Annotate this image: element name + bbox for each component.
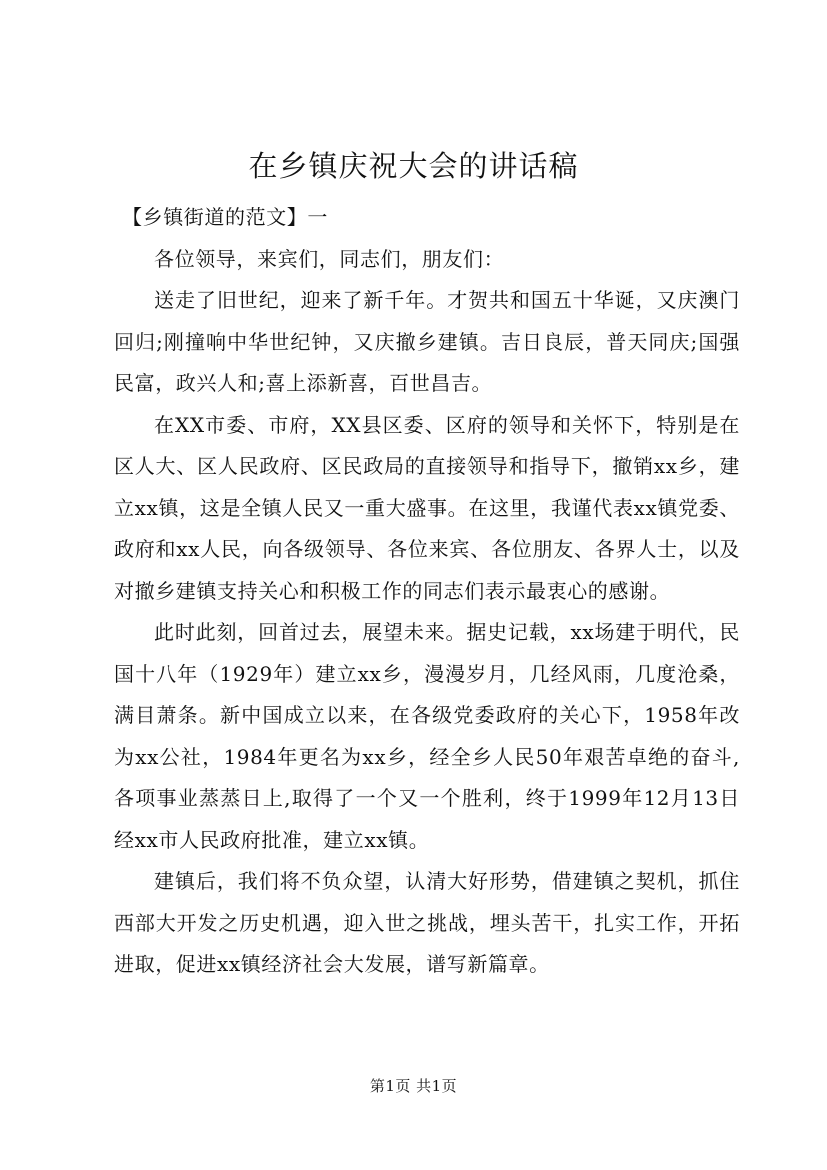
section-heading: 【乡镇街道的范文】一: [122, 205, 328, 229]
document-body: [114, 197, 740, 986]
body-paragraph: 此时此刻，回首过去，展望未来。据史记载，xx场建于明代，民国十八年（1929年）建立xx乡，漫漫岁月，几经风雨，几度沧桑，满目萧条。新中国成立以来，在各级党委政府的关心下，1958年改为xx公社，1984年更名为xx乡，经全乡人民50年艰苦卓绝的奋斗,各项事业蒸蒸日上,取得了一个又一个胜利，终于1999年12月13日经xx市人民政府批准，建立xx镇。: [114, 620, 740, 852]
document-title: 在乡镇庆祝大会的讲话稿: [248, 149, 579, 183]
page-number-footer: 第1页 共1页: [369, 1077, 458, 1095]
body-paragraph: 在XX市委、市府，XX县区委、区府的领导和关怀下，特别是在区人大、区人民政府、区民政局的直接领导和指导下，撤销xx乡，建立xx镇，这是全镇人民又一重大盛事。在这里，我谨代表xx镇党委、政府和xx人民，向各级领导、各位来宾、各位朋友、各界人士，以及对撤乡建镇支持关心和积极工作的同志们表示最衷心的感谢。: [114, 412, 740, 603]
salutation-paragraph: 各位领导，来宾们，同志们，朋友们：: [154, 246, 505, 271]
body-paragraph: 送走了旧世纪，迎来了新千年。才贺共和国五十华诞，又庆澳门回归;刚撞响中华世纪钟，又庆撤乡建镇。吉日良辰，普天同庆;国强民富，政兴人和;喜上添新喜，百世昌吉。: [114, 288, 740, 395]
body-paragraph: 建镇后，我们将不负众望，认清大好形势，借建镇之契机，抓住西部大开发之历史机遇，迎入世之挑战，埋头苦干，扎实工作，开拓进取，促进xx镇经济社会大发展，谱写新篇章。: [114, 869, 740, 976]
